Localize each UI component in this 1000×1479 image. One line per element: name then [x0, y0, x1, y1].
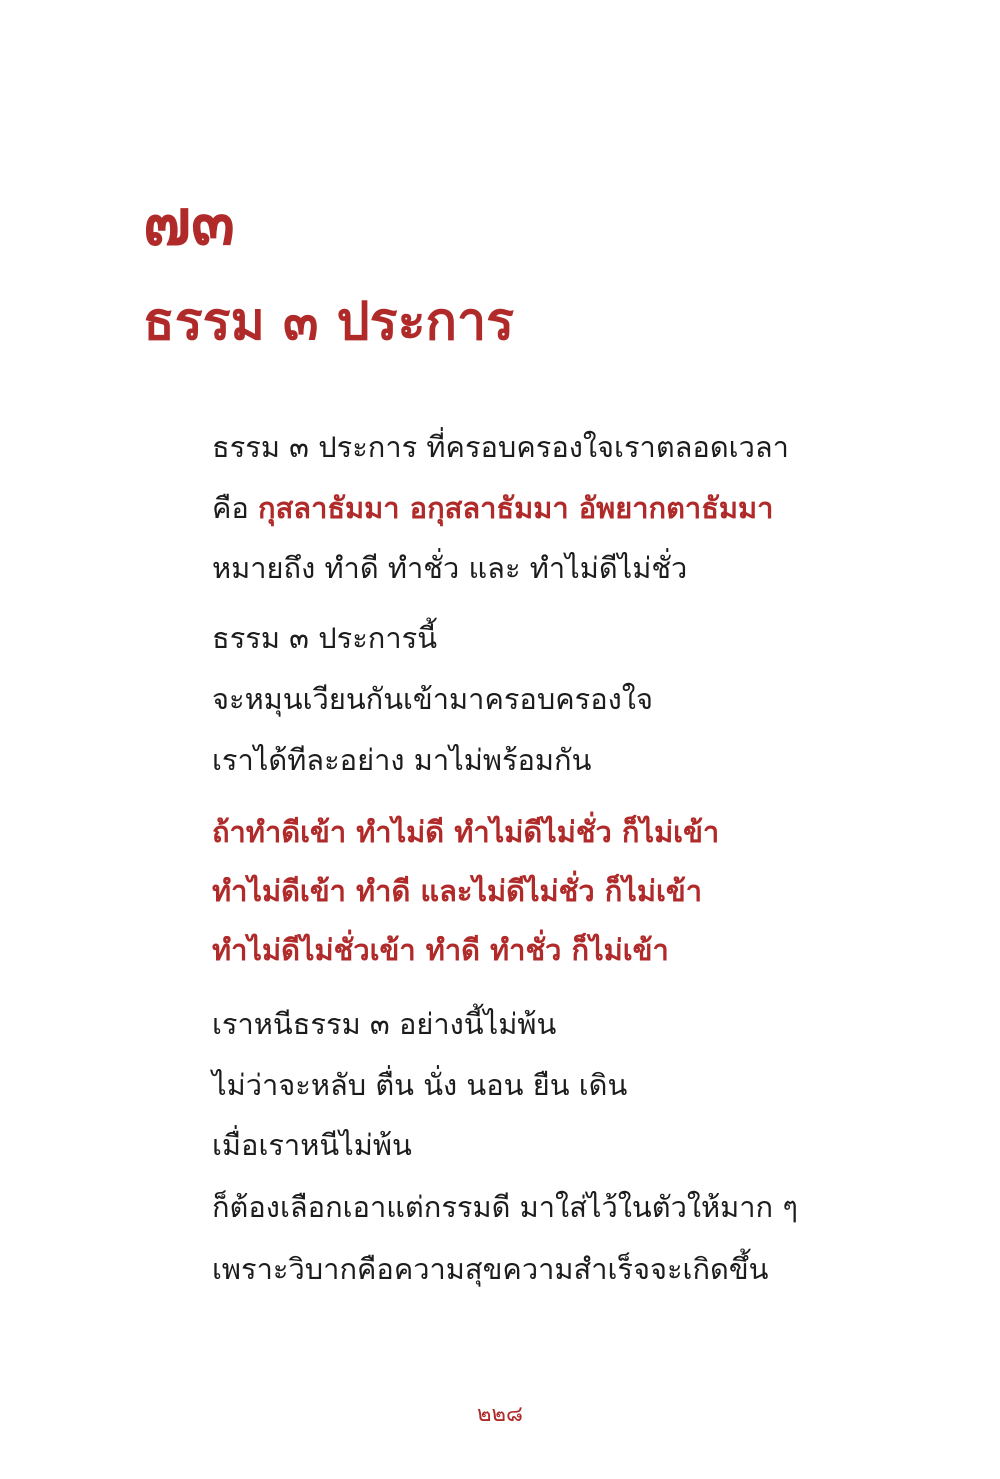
pali-terms-highlight: กุสลาธัมมา อกุสลาธัมมา อัพยากตาธัมมา	[258, 491, 774, 525]
body-line-13: ก็ต้องเลือกเอาแต่กรรมดี มาใส่ไว้ในตัวให้มาก ๆ	[212, 1190, 798, 1224]
body-line-3: หมายถึง ทำดี ทำชั่ว และ ทำไม่ดีไม่ชั่ว	[212, 551, 688, 585]
page-number: ๒๒๘	[477, 1402, 523, 1427]
body-line-10: เราหนีธรรม ๓ อย่างนี้ไม่พ้น	[212, 1007, 557, 1041]
body-line-8: ทำไม่ดีเข้า ทำดี และไม่ดีไม่ชั่ว ก็ไม่เข้า	[212, 874, 702, 908]
body-line-6: เราได้ทีละอย่าง มาไม่พร้อมกัน	[212, 743, 592, 777]
body-line-11: ไม่ว่าจะหลับ ตื่น นั่ง นอน ยืน เดิน	[212, 1068, 628, 1102]
body-line-12: เมื่อเราหนีไม่พ้น	[212, 1128, 412, 1162]
body-line-14: เพราะวิบากคือความสุขความสำเร็จจะเกิดขึ้น	[212, 1252, 769, 1286]
chapter-title: ธรรม ๓ ประการ	[143, 291, 515, 352]
body-line-7: ถ้าทำดีเข้า ทำไม่ดี ทำไม่ดีไม่ชั่ว ก็ไม่เข้า	[212, 815, 720, 849]
body-line-5: จะหมุนเวียนกันเข้ามาครอบครองใจ	[212, 682, 653, 716]
chapter-number: ๗๓	[143, 185, 235, 260]
body-line-2	[212, 486, 773, 530]
body-line-2-prefix: คือ	[212, 491, 259, 525]
body-line-9: ทำไม่ดีไม่ชั่วเข้า ทำดี ทำชั่ว ก็ไม่เข้า	[212, 933, 669, 967]
body-line-4: ธรรม ๓ ประการนี้	[212, 621, 438, 655]
body-line-1: ธรรม ๓ ประการ ที่ครอบครองใจเราตลอดเวลา	[212, 430, 789, 464]
